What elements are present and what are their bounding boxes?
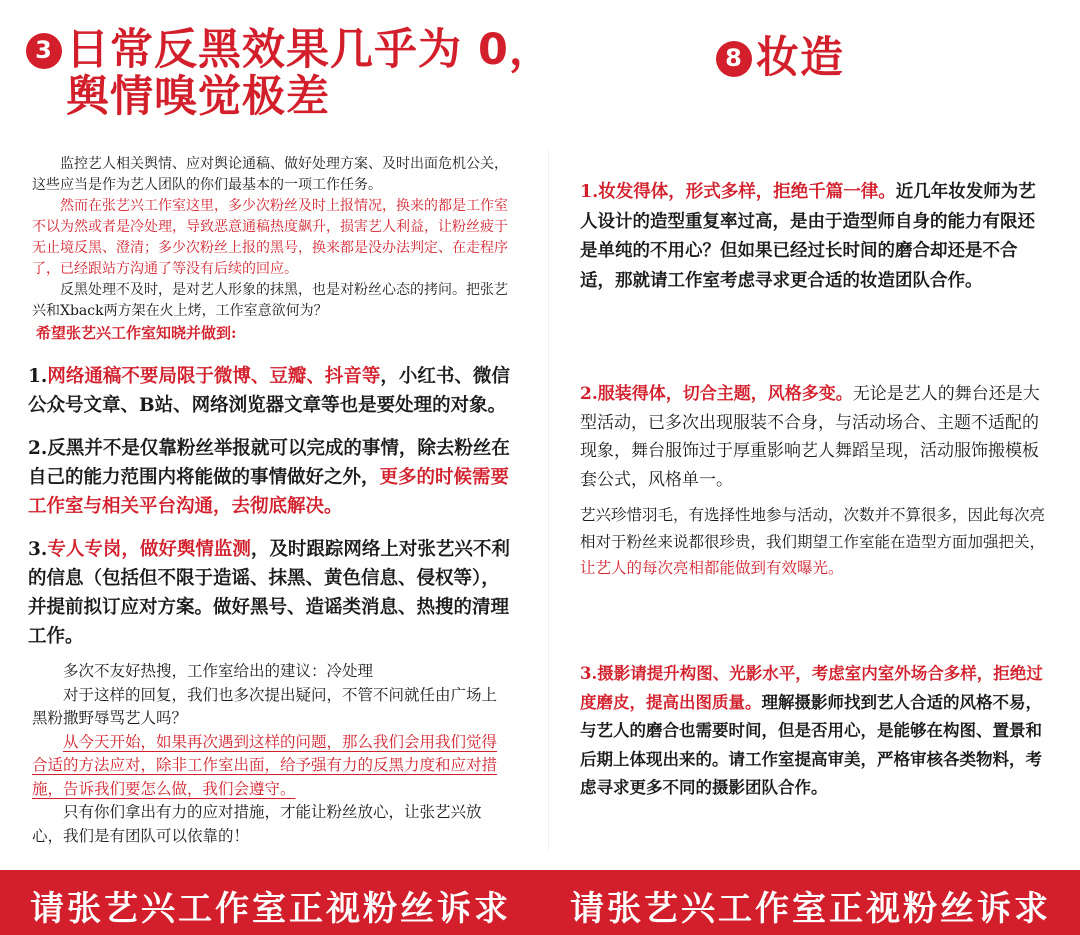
right-item-2 xyxy=(580,380,1050,582)
left-closing xyxy=(32,660,510,848)
demand-item-text: ，小红书、微信公众号文章、B站、网络浏览器文章等也是要处理的对象。 xyxy=(28,366,510,416)
intro-paragraph: 反黑处理不及时，是对艺人形象的抹黑，也是对粉丝心态的拷问。把张艺兴和Xback两方架在火上烤，工作室意欲何为？ xyxy=(32,282,508,319)
right-item-highlight: 2.服装得体，切合主题，风格多变。 xyxy=(580,384,853,404)
demand-item-highlight: 更多的时候需要工作室与相关平台沟通，去彻底解决。 xyxy=(28,467,510,517)
demand-item-num: 1. xyxy=(28,366,48,387)
left-intro xyxy=(32,154,510,322)
footer-banner xyxy=(0,870,1080,935)
demand-item-2 xyxy=(28,434,512,521)
column-divider xyxy=(548,150,549,850)
left-headline-line2: 舆情嗅觉极差 xyxy=(66,72,330,123)
demand-item-3 xyxy=(28,535,512,651)
right-headline xyxy=(716,33,844,83)
right-item-text: 理解摄影师找到艺人合适的风格不易，与艺人的磨合也需要时间，但是否用心，是能够在构图、置景和后期上体现出来的。请工作室提高审美，严格审核各类物料，考虑寻求更多不同的摄影团队合作。 xyxy=(580,692,1042,797)
section-number-badge: 3 xyxy=(26,33,62,69)
hope-title: 希望张艺兴工作室知晓并做到: xyxy=(36,324,237,342)
closing-paragraph: 只有你们拿出有力的应对措施，才能让粉丝放心，让张艺兴放心，我们是有团队可以依靠的！ xyxy=(32,803,482,845)
demand-item-num: 3. xyxy=(28,539,48,560)
left-headline xyxy=(26,25,553,123)
closing-paragraph-underlined: 从今天开始，如果再次遇到这样的问题，那么我们会用我们觉得合适的方法应对，除非工作室出面，给予强有力的反黑力度和应对措施，告诉我们要怎么做，我们会遵守。 xyxy=(32,732,498,798)
footer-slogan-left: 请张艺兴工作室正视粉丝诉求 xyxy=(30,889,511,929)
right-item-extra-text: 艺兴珍惜羽毛，有选择性地参与活动，次数并不算很多，因此每次亮相对于粉丝来说都很珍贵，我们期望工作室能在造型方面加强把关， xyxy=(580,506,1046,551)
right-item-extra-highlight: 让艺人的每次亮相都能做到有效曝光。 xyxy=(580,559,844,577)
left-demands-list xyxy=(28,362,512,651)
footer-slogan-right: 请张艺兴工作室正视粉丝诉求 xyxy=(570,889,1051,929)
intro-paragraph-red: 然而在张艺兴工作室这里，多少次粉丝及时上报情况，换来的都是工作室不以为然或者是冷处理，导致恶意通稿热度飙升，损害艺人利益，让粉丝疲于无止境反黑、澄清；多少次粉丝上报的黑号，换来都是没办法判定、在走程序了，已经跟站方沟通了等没有后续的回应。 xyxy=(32,198,508,277)
right-item-1 xyxy=(580,178,1050,296)
closing-paragraph: 多次不友好热搜，工作室给出的建议：冷处理 xyxy=(63,662,374,680)
right-item-highlight: 1.妆发得体，形式多样，拒绝千篇一律。 xyxy=(580,182,896,202)
section-number-badge: 8 xyxy=(716,41,752,77)
right-item-text: 近几年妆发师为艺人设计的造型重复率过高，是由于造型师自身的能力有限还是单纯的不用心？但如果已经过长时间的磨合却还是不合适，那就请工作室考虑寻求更合适的妆造团队合作。 xyxy=(580,182,1036,291)
intro-paragraph: 监控艺人相关舆情、应对舆论通稿、做好处理方案、及时出面危机公关，这些应当是作为艺人团队的你们最基本的一项工作任务。 xyxy=(32,156,508,193)
right-item-highlight: 3.摄影请提升构图、光影水平，考虑室内室外场合多样，拒绝过度磨皮，提高出图质量。 xyxy=(580,664,1043,712)
demand-item-text: ，及时跟踪网络上对张艺兴不利的信息（包括但不限于造谣、抹黑、黄色信息、侵权等），并提前拟订应对方案。做好黑号、造谣类消息、热搜的清理工作。 xyxy=(28,539,510,647)
demand-item-1 xyxy=(28,362,512,420)
left-headline-line1: 日常反黑效果几乎为 0， xyxy=(66,25,553,75)
demand-item-text: 2.反黑并不是仅靠粉丝举报就可以完成的事情，除去粉丝在自己的能力范围内将能做的事情做好之外， xyxy=(28,438,510,488)
demand-item-highlight: 网络通稿不要局限于微博、豆瓣、抖音等 xyxy=(47,366,381,387)
closing-paragraph: 对于这样的回复，我们也多次提出疑问，不管不问就任由广场上黑粉撒野辱骂艺人吗？ xyxy=(32,685,498,727)
demand-item-highlight: 专人专岗，做好舆情监测 xyxy=(47,539,251,560)
right-headline-text: 妆造 xyxy=(756,33,844,83)
right-item-text: 无论是艺人的舞台还是大型活动，已多次出现服装不合身，与活动场合、主题不适配的现象，舞台服饰过于厚重影响艺人舞蹈呈现，活动服饰搬模板套公式，风格单一。 xyxy=(580,384,1040,490)
right-item-3 xyxy=(580,660,1052,803)
